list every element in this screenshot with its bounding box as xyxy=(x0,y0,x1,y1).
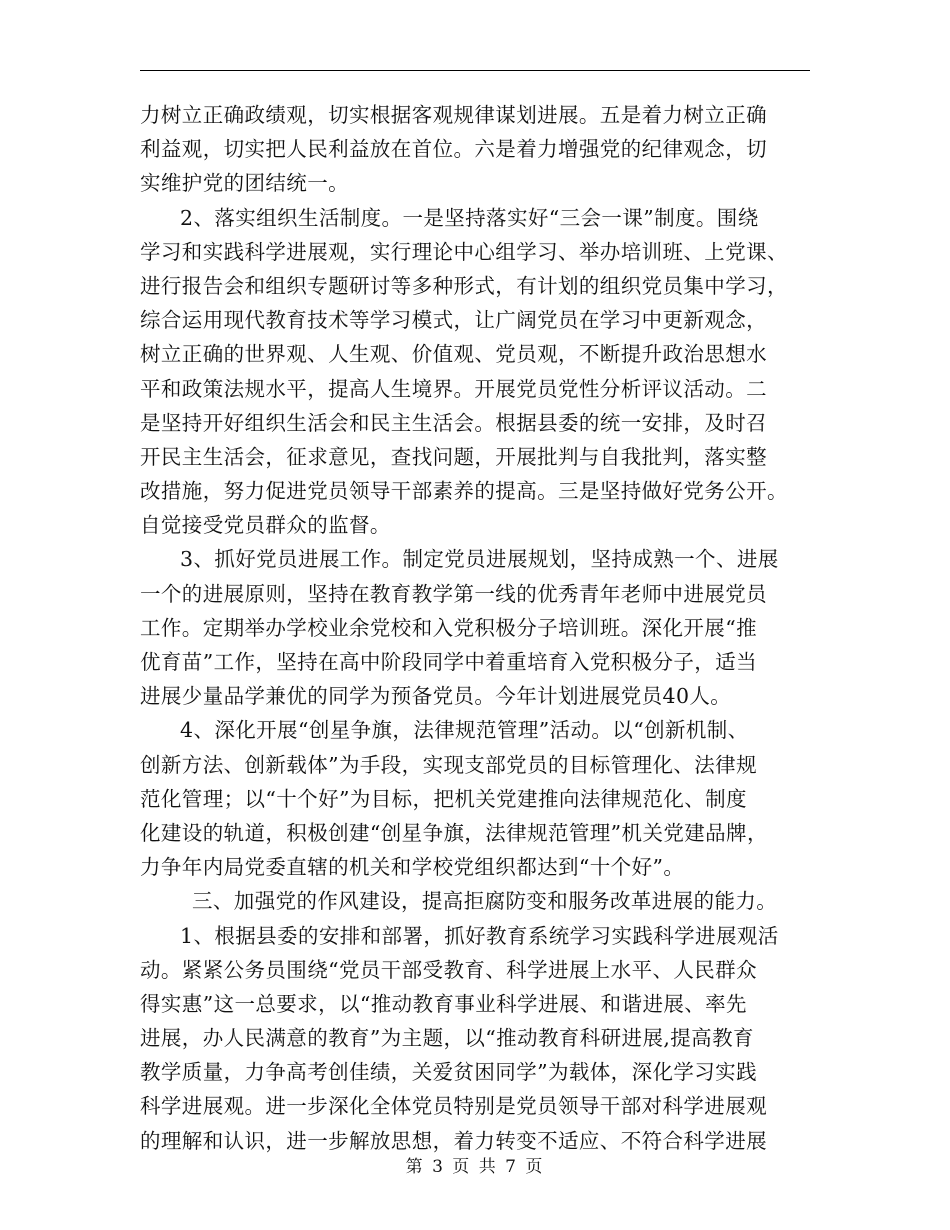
text-line: 自觉接受党员群众的监督。 xyxy=(140,513,391,538)
text-line: 教学质量，力争高考创佳绩，关爱贫困同学”为载体，深化学习实践 xyxy=(140,1060,757,1085)
text-line: 进行报告会和组织专题研讨等多种形式，有计划的组织党员集中学习， xyxy=(140,273,788,298)
text-line: 得实惠”这一总要求，以“推动教育事业科学进展、和谐进展、率先 xyxy=(140,991,747,1016)
text-line: 开民主生活会，征求意见，查找问题，开展批判与自我批判，落实整 xyxy=(140,444,767,469)
text-line: 学习和实践科学进展观，实行理论中心组学习、举办培训班、上党课、 xyxy=(140,239,788,264)
text-line: 的理解和认识，进一步解放思想，着力转变不适应、不符合科学进展 xyxy=(140,1128,767,1153)
text-line: 是坚持开好组织生活会和民主生活会。根据县委的统一安排，及时召 xyxy=(140,410,767,435)
document-body xyxy=(140,98,810,1158)
text-line: 改措施，努力促进党员领导干部素养的提高。三是坚持做好党务公开。 xyxy=(140,479,788,504)
text-line: 力树立正确政绩观，切实根据客观规律谋划进展。五是着力树立正确 xyxy=(140,103,767,127)
text-line: 优育苗”工作，坚持在高中阶段同学中着重培育入党积极分子，适当 xyxy=(140,650,757,674)
text-line: 一个的进展原则，坚持在教育教学第一线的优秀青年老师中进展党员 xyxy=(140,581,767,606)
text-line: 平和政策法规水平，提高人生境界。开展党员党性分析评议活动。二 xyxy=(140,376,767,401)
text-line: 化建设的轨道，积极创建“创星争旗，法律规范管理”机关党建品牌， xyxy=(140,820,768,845)
paragraph-start-line: 3、抓好党员进展工作。制定党员进展规划，坚持成熟一个、进展 xyxy=(180,547,779,572)
text-line: 力争年内局党委直辖的机关和学校党组织都达到“十个好”。 xyxy=(140,855,685,880)
text-line: 科学进展观。进一步深化全体党员特别是党员领导干部对科学进展观 xyxy=(140,1094,767,1119)
text-line: 动。紧紧公务员围绕“党员干部受教育、科学进展上水平、人民群众 xyxy=(140,957,757,982)
paragraph-start-line: 2、落实组织生活制度。一是坚持落实好“三会一课”制度。围绕 xyxy=(180,205,759,230)
text-line: 工作。定期举办学校业余党校和入党积极分子培训班。深化开展“推 xyxy=(140,615,757,640)
text-line: 利益观，切实把人民利益放在首位。六是着力增强党的纪律观念，切 xyxy=(140,137,767,162)
section-heading: 三、加强党的作风建设，提高拒腐防变和服务改革进展的能力。 xyxy=(192,889,778,914)
text-line: 树立正确的世界观、人生观、价值观、党员观，不断提升政治思想水 xyxy=(140,342,767,367)
text-line: 范化管理；以“十个好”为目标，把机关党建推向法律规范化、制度 xyxy=(140,786,747,811)
text-line: 实维护党的团结统一。 xyxy=(140,171,349,196)
text-line: 进展少量品学兼优的同学为预备党员。今年计划进展党员40人。 xyxy=(140,684,732,709)
text-line: 创新方法、创新载体”为手段，实现支部党员的目标管理化、法律规 xyxy=(140,752,757,777)
text-line: 进展，办人民满意的教育”为主题，以“推动教育科研进展,提高教育 xyxy=(140,1026,754,1051)
paragraph-start-line: 4、深化开展“创星争旗，法律规范管理”活动。以“创新机制、 xyxy=(180,718,749,743)
text-line: 综合运用现代教育技术等学习模式，让广阔党员在学习中更新观念， xyxy=(140,308,767,333)
page-number: 第 3 页 共 7 页 xyxy=(405,1157,545,1177)
paragraph-start-line: 1、根据县委的安排和部署，抓好教育系统学习实践科学进展观活 xyxy=(180,923,779,948)
header-rule xyxy=(140,70,810,71)
